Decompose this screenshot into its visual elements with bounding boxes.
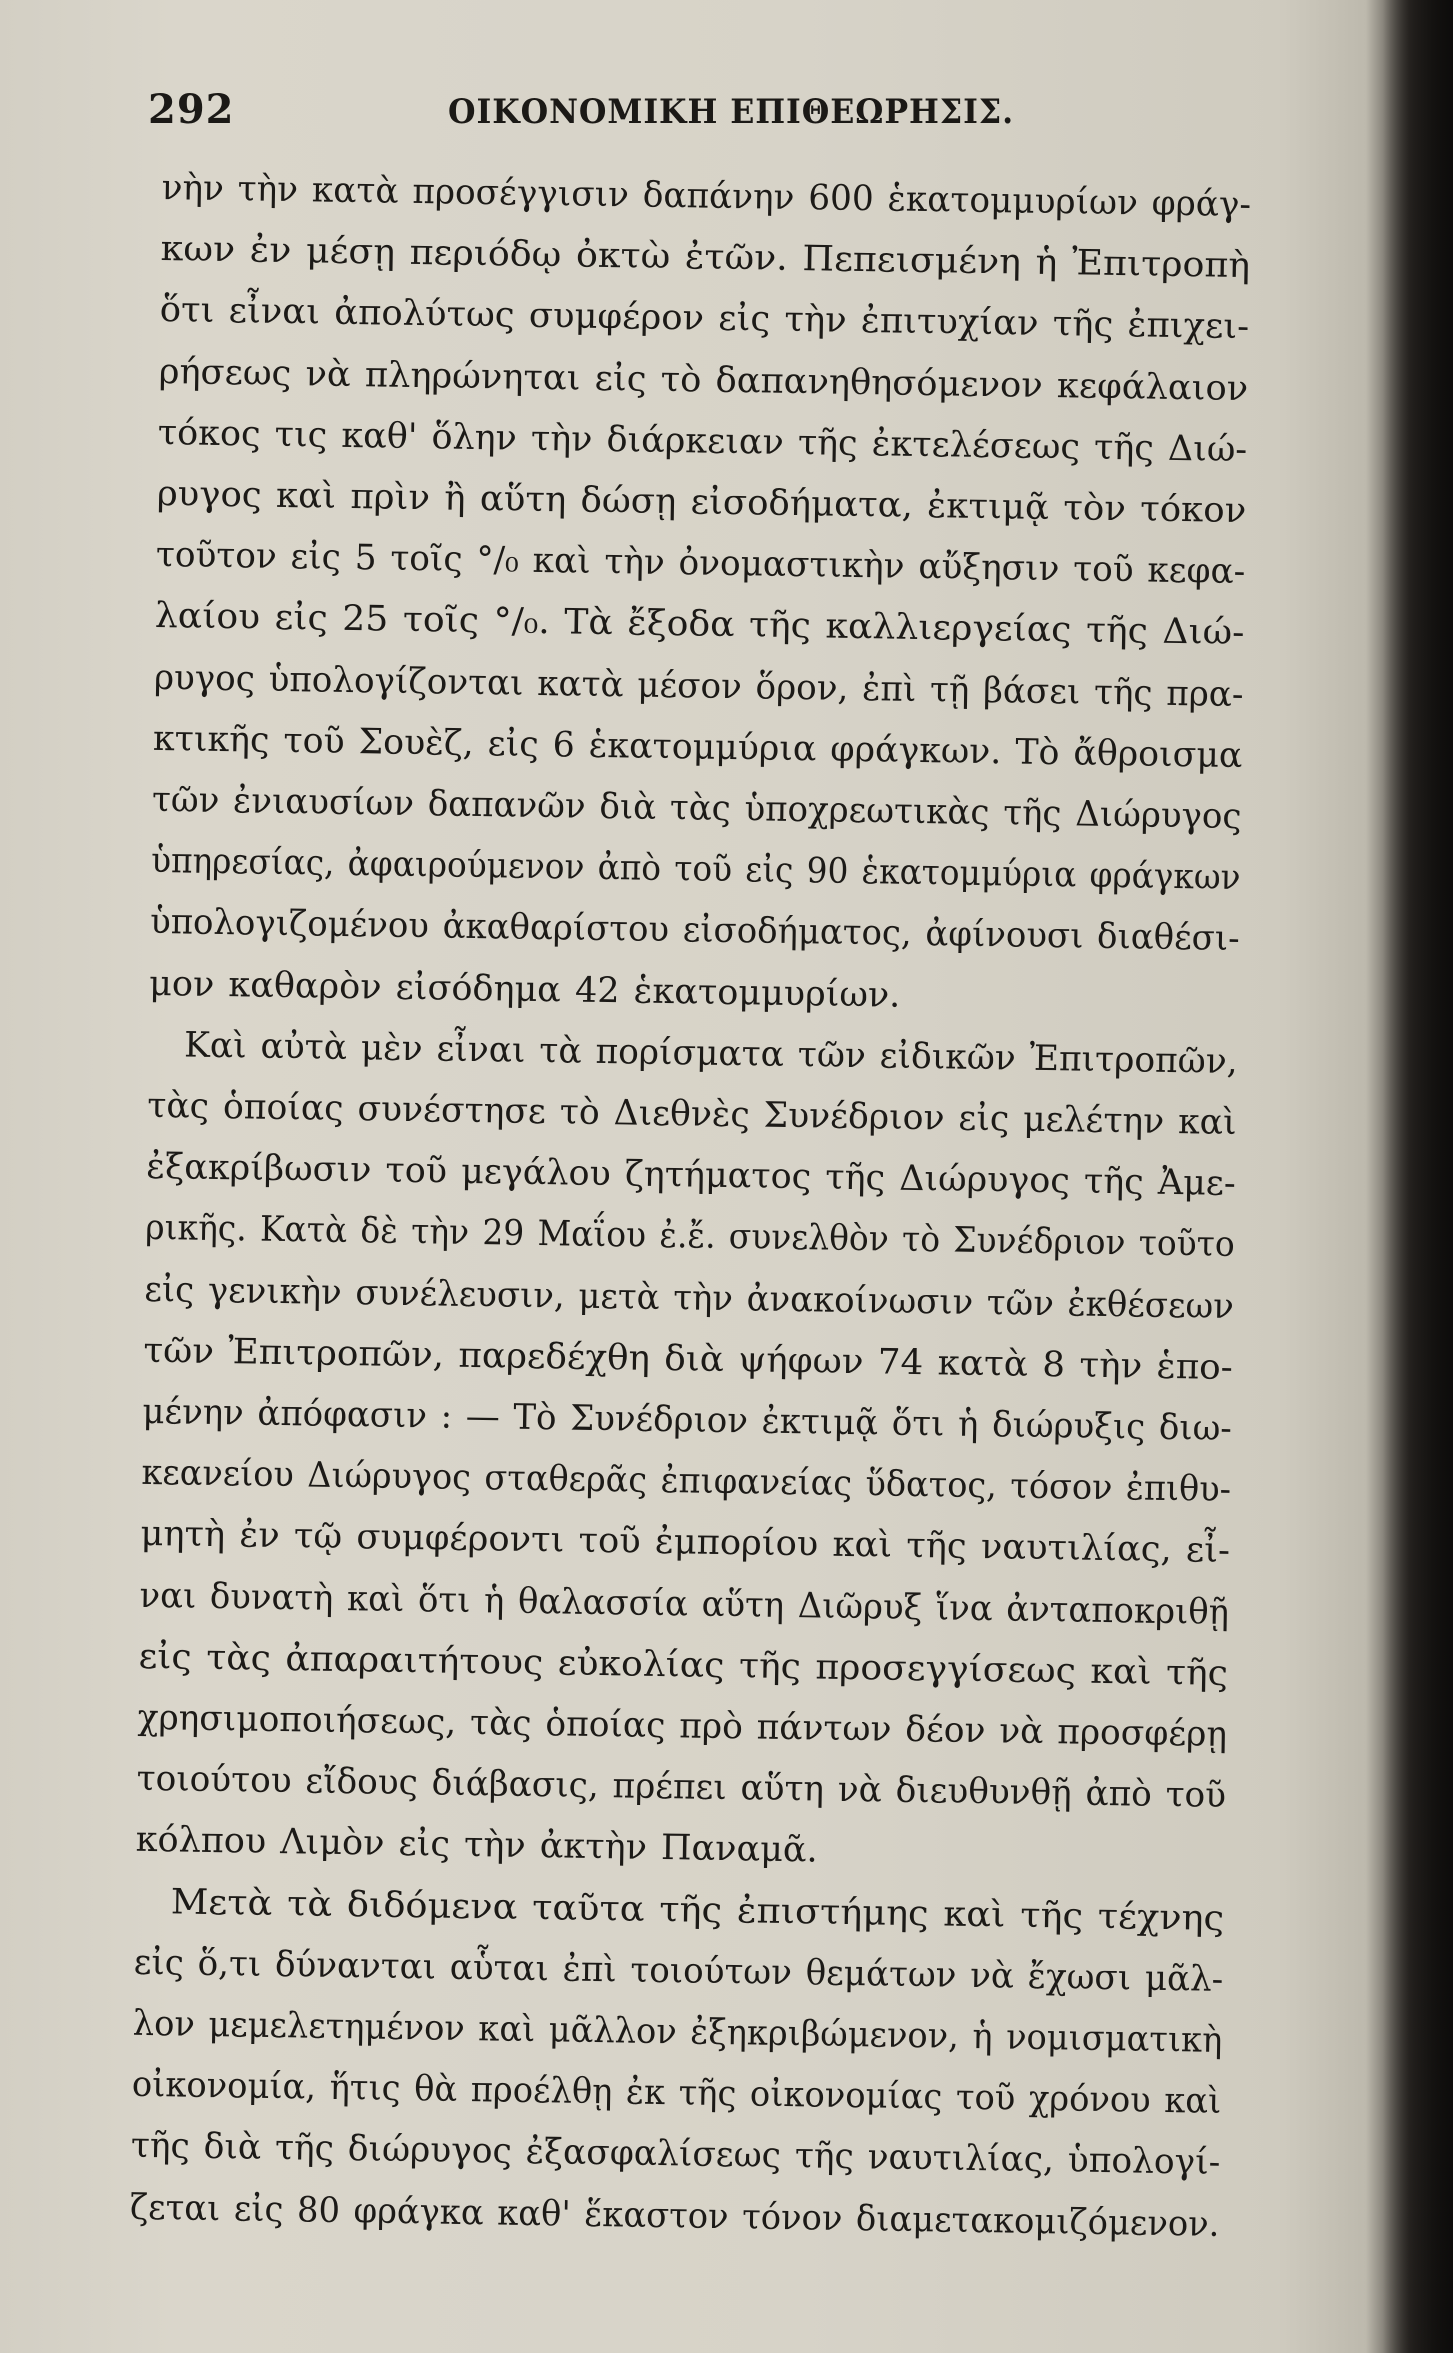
- text-line: τῶν ἐνιαυσίων δαπανῶν διὰ τὰς ὑποχρεωτικὰς τῆς Διώρυγος: [151, 779, 1242, 838]
- text-line: κεανείου Διώρυγος σταθερᾶς ἐπιφανείας ὕδατος, τόσον ἐπιθυ-: [141, 1453, 1232, 1511]
- text-line: ὅτι εἶναι ἀπολύτως συμφέρον εἰς τὴν ἐπιτυχίαν τῆς ἐπιχει-: [159, 290, 1250, 348]
- text-line: Καὶ αὐτὰ μὲν εἶναι τὰ πορίσματα τῶν εἰδικῶν Ἐπιτροπῶν,: [183, 1025, 1238, 1082]
- text-line: Μετὰ τὰ διδόμενα ταῦτα τῆς ἐπιστήμης καὶ τῆς τέχνης: [170, 1881, 1225, 1939]
- text-line: οἰκονομία, ἥτις θὰ προέλθῃ ἐκ τῆς οἰκονομίας τοῦ χρόνου καὶ: [131, 2064, 1222, 2123]
- text-line: μητὴ ἐν τῷ συμφέροντι τοῦ ἐμπορίου καὶ τῆς ναυτιλίας, εἶ-: [140, 1514, 1231, 1572]
- text-line: ὑπηρεσίας, ἀφαιρούμενον ἀπὸ τοῦ εἰς 90 ἑκατομμύρια φράγκων: [150, 841, 1241, 899]
- page-header: [148, 86, 1298, 146]
- text-line: ρυγος καὶ πρὶν ἢ αὕτη δώσῃ εἰσοδήματα, ἐκτιμᾷ τὸν τόκον: [156, 473, 1247, 532]
- text-line: χρησιμοποιήσεως, τὰς ὁποίας πρὸ πάντων δέον νὰ προσφέρῃ: [137, 1697, 1228, 1755]
- body-text: [129, 168, 1280, 2245]
- text-line: μένην ἀπόφασιν : — Τὸ Συνέδριον ἐκτιμᾷ ὅτι ἡ διώρυξις διω-: [142, 1391, 1233, 1449]
- text-line: λαίου εἰς 25 τοῖς °/₀. Τὰ ἔξοδα τῆς καλλιεργείας τῆς Διώ-: [154, 596, 1245, 654]
- text-line: ρικῆς. Κατὰ δὲ τὴν 29 Μαΐου ἐ.ἔ. συνελθὸν τὸ Συνέδριον τοῦτο: [145, 1208, 1236, 1266]
- text-line: κτικῆς τοῦ Σουὲζ, εἰς 6 ἑκατομμύρια φράγκων. Τὸ ἄθροισμα: [152, 718, 1243, 776]
- text-line: εἰς ὅ,τι δύνανται αὗται ἐπὶ τοιούτων θεμάτων νὰ ἔχωσι μᾶλ-: [133, 1942, 1224, 2000]
- text-line: ἐξακρίβωσιν τοῦ μεγάλου ζητήματος τῆς Διώρυγος τῆς Ἀμε-: [145, 1147, 1237, 1205]
- text-line: ὑπολογιζομένου ἀκαθαρίστου εἰσοδήματος, ἀφίνουσι διαθέσι-: [149, 902, 1240, 960]
- text-line: κόλπου Λιμὸν εἰς τὴν ἀκτὴν Παναμᾶ.: [135, 1820, 818, 1871]
- page-number: 292: [148, 86, 235, 133]
- text-line: τῶν Ἐπιτροπῶν, παρεδέχθη διὰ ψήφων 74 κατὰ 8 τὴν ἑπο-: [143, 1330, 1234, 1388]
- text-line: ρήσεως νὰ πληρώνηται εἰς τὸ δαπανηθησόμενον κεφάλαιον: [158, 351, 1249, 409]
- text-line: εἰς τὰς ἀπαραιτήτους εὐκολίας τῆς προσεγγίσεως καὶ τῆς: [138, 1636, 1229, 1694]
- text-line: ναι δυνατὴ καὶ ὅτι ἡ θαλασσία αὕτη Διῶρυξ ἵνα ἀνταποκριθῇ: [139, 1575, 1230, 1633]
- binding-shadow: [1383, 0, 1453, 2353]
- running-title: ΟΙΚΟΝΟΜΙΚΗ ΕΠΙΘΕΩΡΗΣΙΣ.: [448, 92, 1015, 132]
- text-line: τοιούτου εἴδους διάβασις, πρέπει αὕτη νὰ διευθυνθῇ ἀπὸ τοῦ: [136, 1758, 1227, 1817]
- text-line: ζεται εἰς 80 φράγκα καθ' ἕκαστον τόνον διαμετακομιζόμενον.: [129, 2187, 1220, 2245]
- text-line: τὰς ὁποίας συνέστησε τὸ Διεθνὲς Συνέδριον εἰς μελέτην καὶ: [146, 1085, 1237, 1143]
- text-line: τόκος τις καθ' ὅλην τὴν διάρκειαν τῆς ἐκτελέσεως τῆς Διώ-: [157, 412, 1248, 470]
- text-line: λον μεμελετημένον καὶ μᾶλλον ἐξηκριβώμενον, ἡ νομισματικὴ: [132, 2003, 1223, 2061]
- text-line: εἰς γενικὴν συνέλευσιν, μετὰ τὴν ἀνακοίνωσιν τῶν ἐκθέσεων: [144, 1269, 1235, 1327]
- text-line: ρυγος ὑπολογίζονται κατὰ μέσον ὅρον, ἐπὶ τῇ βάσει τῆς πρα-: [153, 657, 1244, 715]
- text-line: κων ἐν μέσῃ περιόδῳ ὀκτὼ ἐτῶν. Πεπεισμένη ἡ Ἐπιτροπὴ: [160, 229, 1251, 287]
- text-line: τῆς διὰ τῆς διώρυγος ἐξασφαλίσεως τῆς ναυτιλίας, ὑπολογί-: [130, 2126, 1221, 2184]
- text-line: μον καθαρὸν εἰσόδημα 42 ἑκατομμυρίων.: [148, 963, 901, 1016]
- text-line: νὴν τὴν κατὰ προσέγγισιν δαπάνην 600 ἑκατομμυρίων φράγ-: [161, 168, 1252, 226]
- text-line: τοῦτον εἰς 5 τοῖς °/₀ καὶ τὴν ὀνομαστικὴν αὔξησιν τοῦ κεφα-: [155, 535, 1246, 593]
